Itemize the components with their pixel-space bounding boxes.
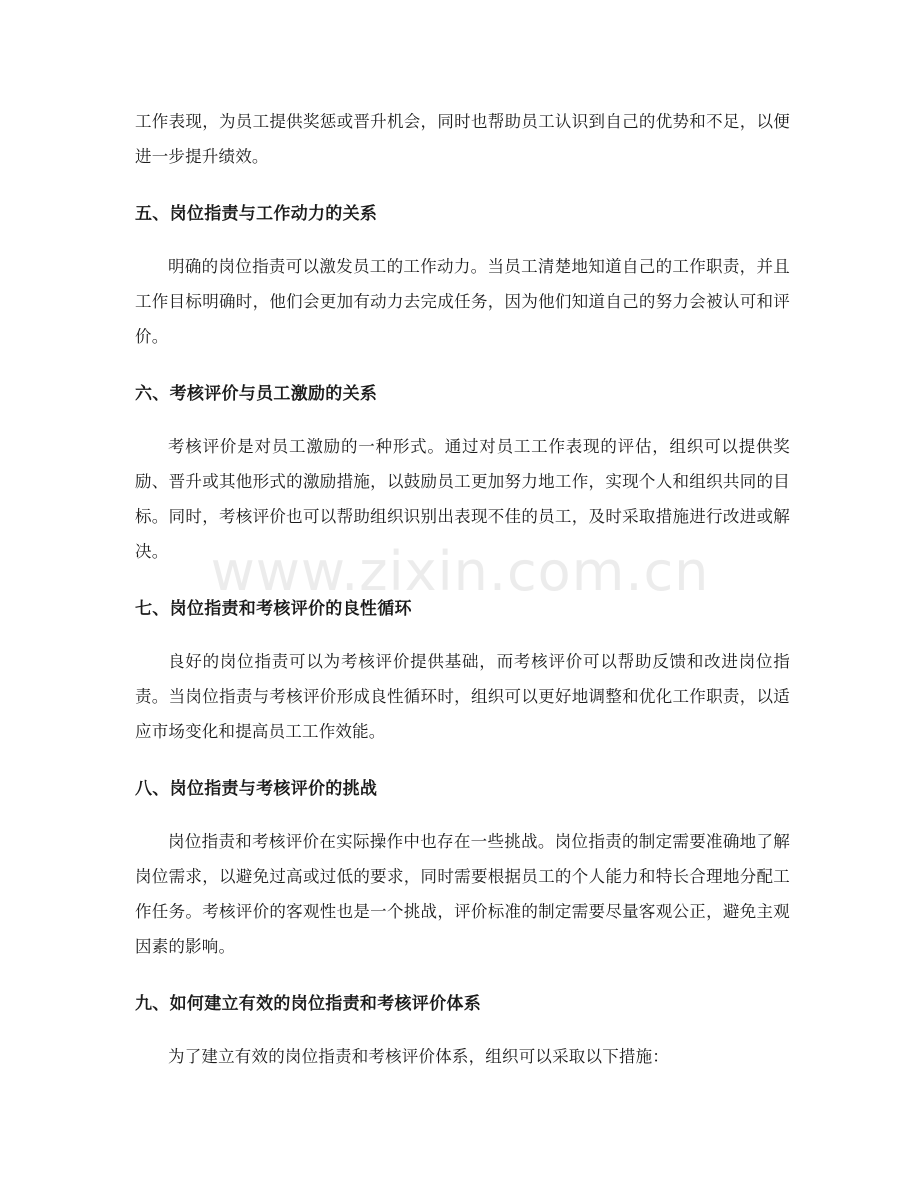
section-body-9: 为了建立有效的岗位指责和考核评价体系，组织可以采取以下措施： [168,1047,669,1066]
section-heading-8: 八、岗位指责与考核评价的挑战 [135,779,378,799]
section-body-5: 明确的岗位指责可以激发员工的工作动力。当员工清楚地知道自己的工作职责，并且工作目标明确时，他们会更加有动力去完成任务，因为他们知道自己的努力会被认可和评价。 [135,257,790,346]
watermark: www.zixin.com.cn [210,540,710,603]
section-body-7: 良好的岗位指责可以为考核评价提供基础，而考核评价可以帮助反馈和改进岗位指责。当岗位指责与考核评价形成良性循环时，组织可以更好地调整和优化工作职责，以适应市场变化和提高员工工作效能。 [135,652,790,741]
document-content [135,104,790,1074]
section-heading-6: 六、考核评价与员工激励的关系 [135,384,378,404]
section-body-8: 岗位指责和考核评价在实际操作中也存在一些挑战。岗位指责的制定需要准确地了解岗位需求，以避免过高或过低的要求，同时需要根据员工的个人能力和特长合理地分配工作任务。考核评价的客观性也是一个挑战，评价标准的制定需要尽量客观公正，避免主观因素的影响。 [135,832,790,956]
section-heading-7: 七、岗位指责和考核评价的良性循环 [135,599,412,619]
section-body-6: 考核评价是对员工激励的一种形式。通过对员工工作表现的评估，组织可以提供奖励、晋升或其他形式的激励措施，以鼓励员工更加努力地工作，实现个人和组织共同的目标。同时，考核评价也可以帮助组织识别出表现不佳的员工，及时采取措施进行改进或解决。 [135,437,790,561]
section-heading-5: 五、岗位指责与工作动力的关系 [135,204,378,224]
intro-paragraph: 工作表现，为员工提供奖惩或晋升机会，同时也帮助员工认识到自己的优势和不足，以便进一步提升绩效。 [135,112,790,166]
section-heading-9: 九、如何建立有效的岗位指责和考核评价体系 [135,994,481,1014]
